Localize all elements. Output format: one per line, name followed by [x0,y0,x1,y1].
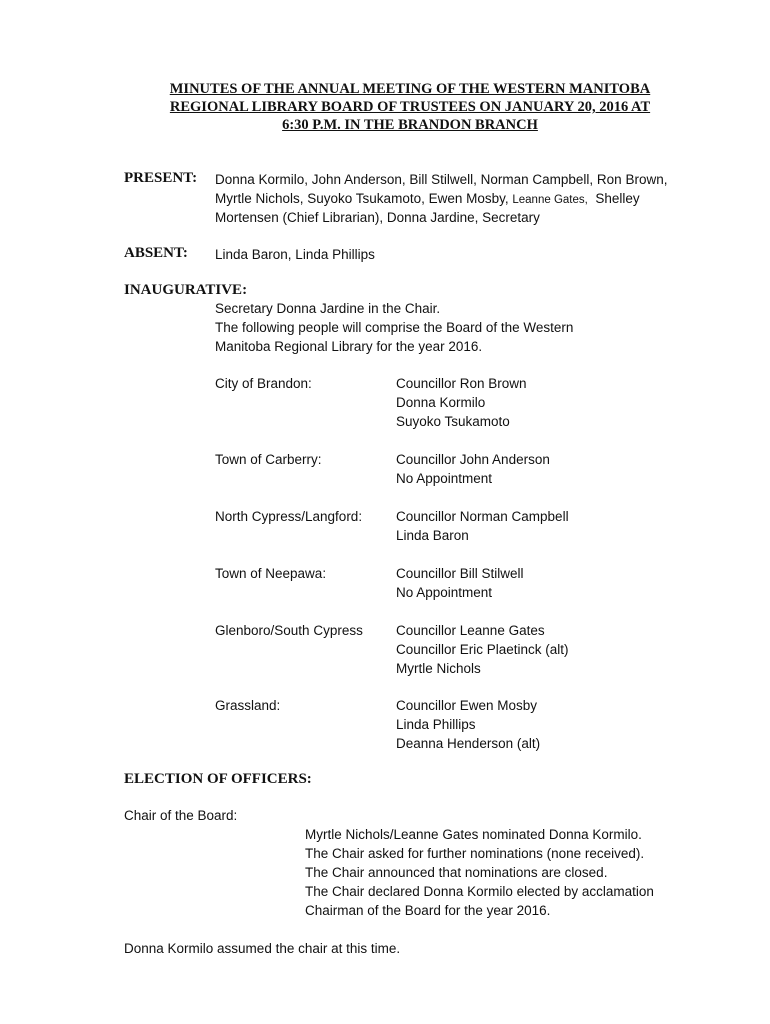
member-name: Councillor Ron Brown [396,376,527,391]
election-label: ELECTION OF OFFICERS: [124,771,312,787]
member-name: No Appointment [396,585,493,600]
member-name: Councillor John Anderson [396,452,550,467]
present-label: PRESENT: [124,170,198,186]
absent-label: ABSENT: [124,245,188,261]
election-line: Chairman of the Board for the year 2016. [305,903,551,918]
present-line-2a: Myrtle Nichols, Suyoko Tsukamoto, Ewen Mosby, [215,191,513,206]
member-name: Councillor Bill Stilwell [396,566,524,581]
member-name: No Appointment [396,471,493,486]
election-line: The Chair asked for further nominations (none received). [305,846,645,861]
member-name: Councillor Leanne Gates [396,623,545,638]
document-title [110,80,710,134]
member-area: Glenboro/South Cypress [215,623,363,638]
election-line: Myrtle Nichols/Leanne Gates nominated Donna Kormilo. [305,827,642,842]
member-name: Linda Baron [396,528,469,543]
inaugurative-line-2: The following people will comprise the Board of the Western [215,320,574,335]
member-name: Donna Kormilo [396,395,486,410]
member-area: North Cypress/Langford: [215,509,363,524]
title-line-2: REGIONAL LIBRARY BOARD OF TRUSTEES ON JANUARY 20, 2016 AT [169,99,651,115]
inaugurative-line-1: Secretary Donna Jardine in the Chair. [215,301,441,316]
election-line: The Chair announced that nominations are closed. [305,865,608,880]
member-name: Myrtle Nichols [396,661,481,676]
present-line-2c: Shelley [587,191,640,206]
member-name: Councillor Ewen Mosby [396,698,538,713]
member-name: Linda Phillips [396,717,476,732]
member-area: Town of Neepawa: [215,566,327,581]
inaugurative-label: INAUGURATIVE: [124,282,248,298]
member-name: Councillor Eric Plaetinck (alt) [396,642,569,657]
present-line-2 [215,189,640,210]
member-name: Councillor Norman Campbell [396,509,569,524]
present-line-2b: Leanne Gates, [512,194,588,206]
member-area: City of Brandon: [215,376,312,391]
member-name: Suyoko Tsukamoto [396,414,510,429]
title-line-3: 6:30 P.M. IN THE BRANDON BRANCH [282,117,538,133]
inaugurative-line-3: Manitoba Regional Library for the year 2016. [215,339,483,354]
absent-text: Linda Baron, Linda Phillips [215,247,375,262]
election-line: The Chair declared Donna Kormilo elected by acclamation [305,884,654,899]
closing-text: Donna Kormilo assumed the chair at this time. [124,941,401,956]
title-line-1: MINUTES OF THE ANNUAL MEETING OF THE WESTERN MANITOBA [169,81,651,97]
member-name: Deanna Henderson (alt) [396,736,541,751]
chair-label: Chair of the Board: [124,808,238,823]
member-area: Grassland: [215,698,281,713]
member-area: Town of Carberry: [215,452,322,467]
present-line-3: Mortensen (Chief Librarian), Donna Jardine, Secretary [215,210,540,225]
present-line-1: Donna Kormilo, John Anderson, Bill Stilwell, Norman Campbell, Ron Brown, [215,172,668,187]
